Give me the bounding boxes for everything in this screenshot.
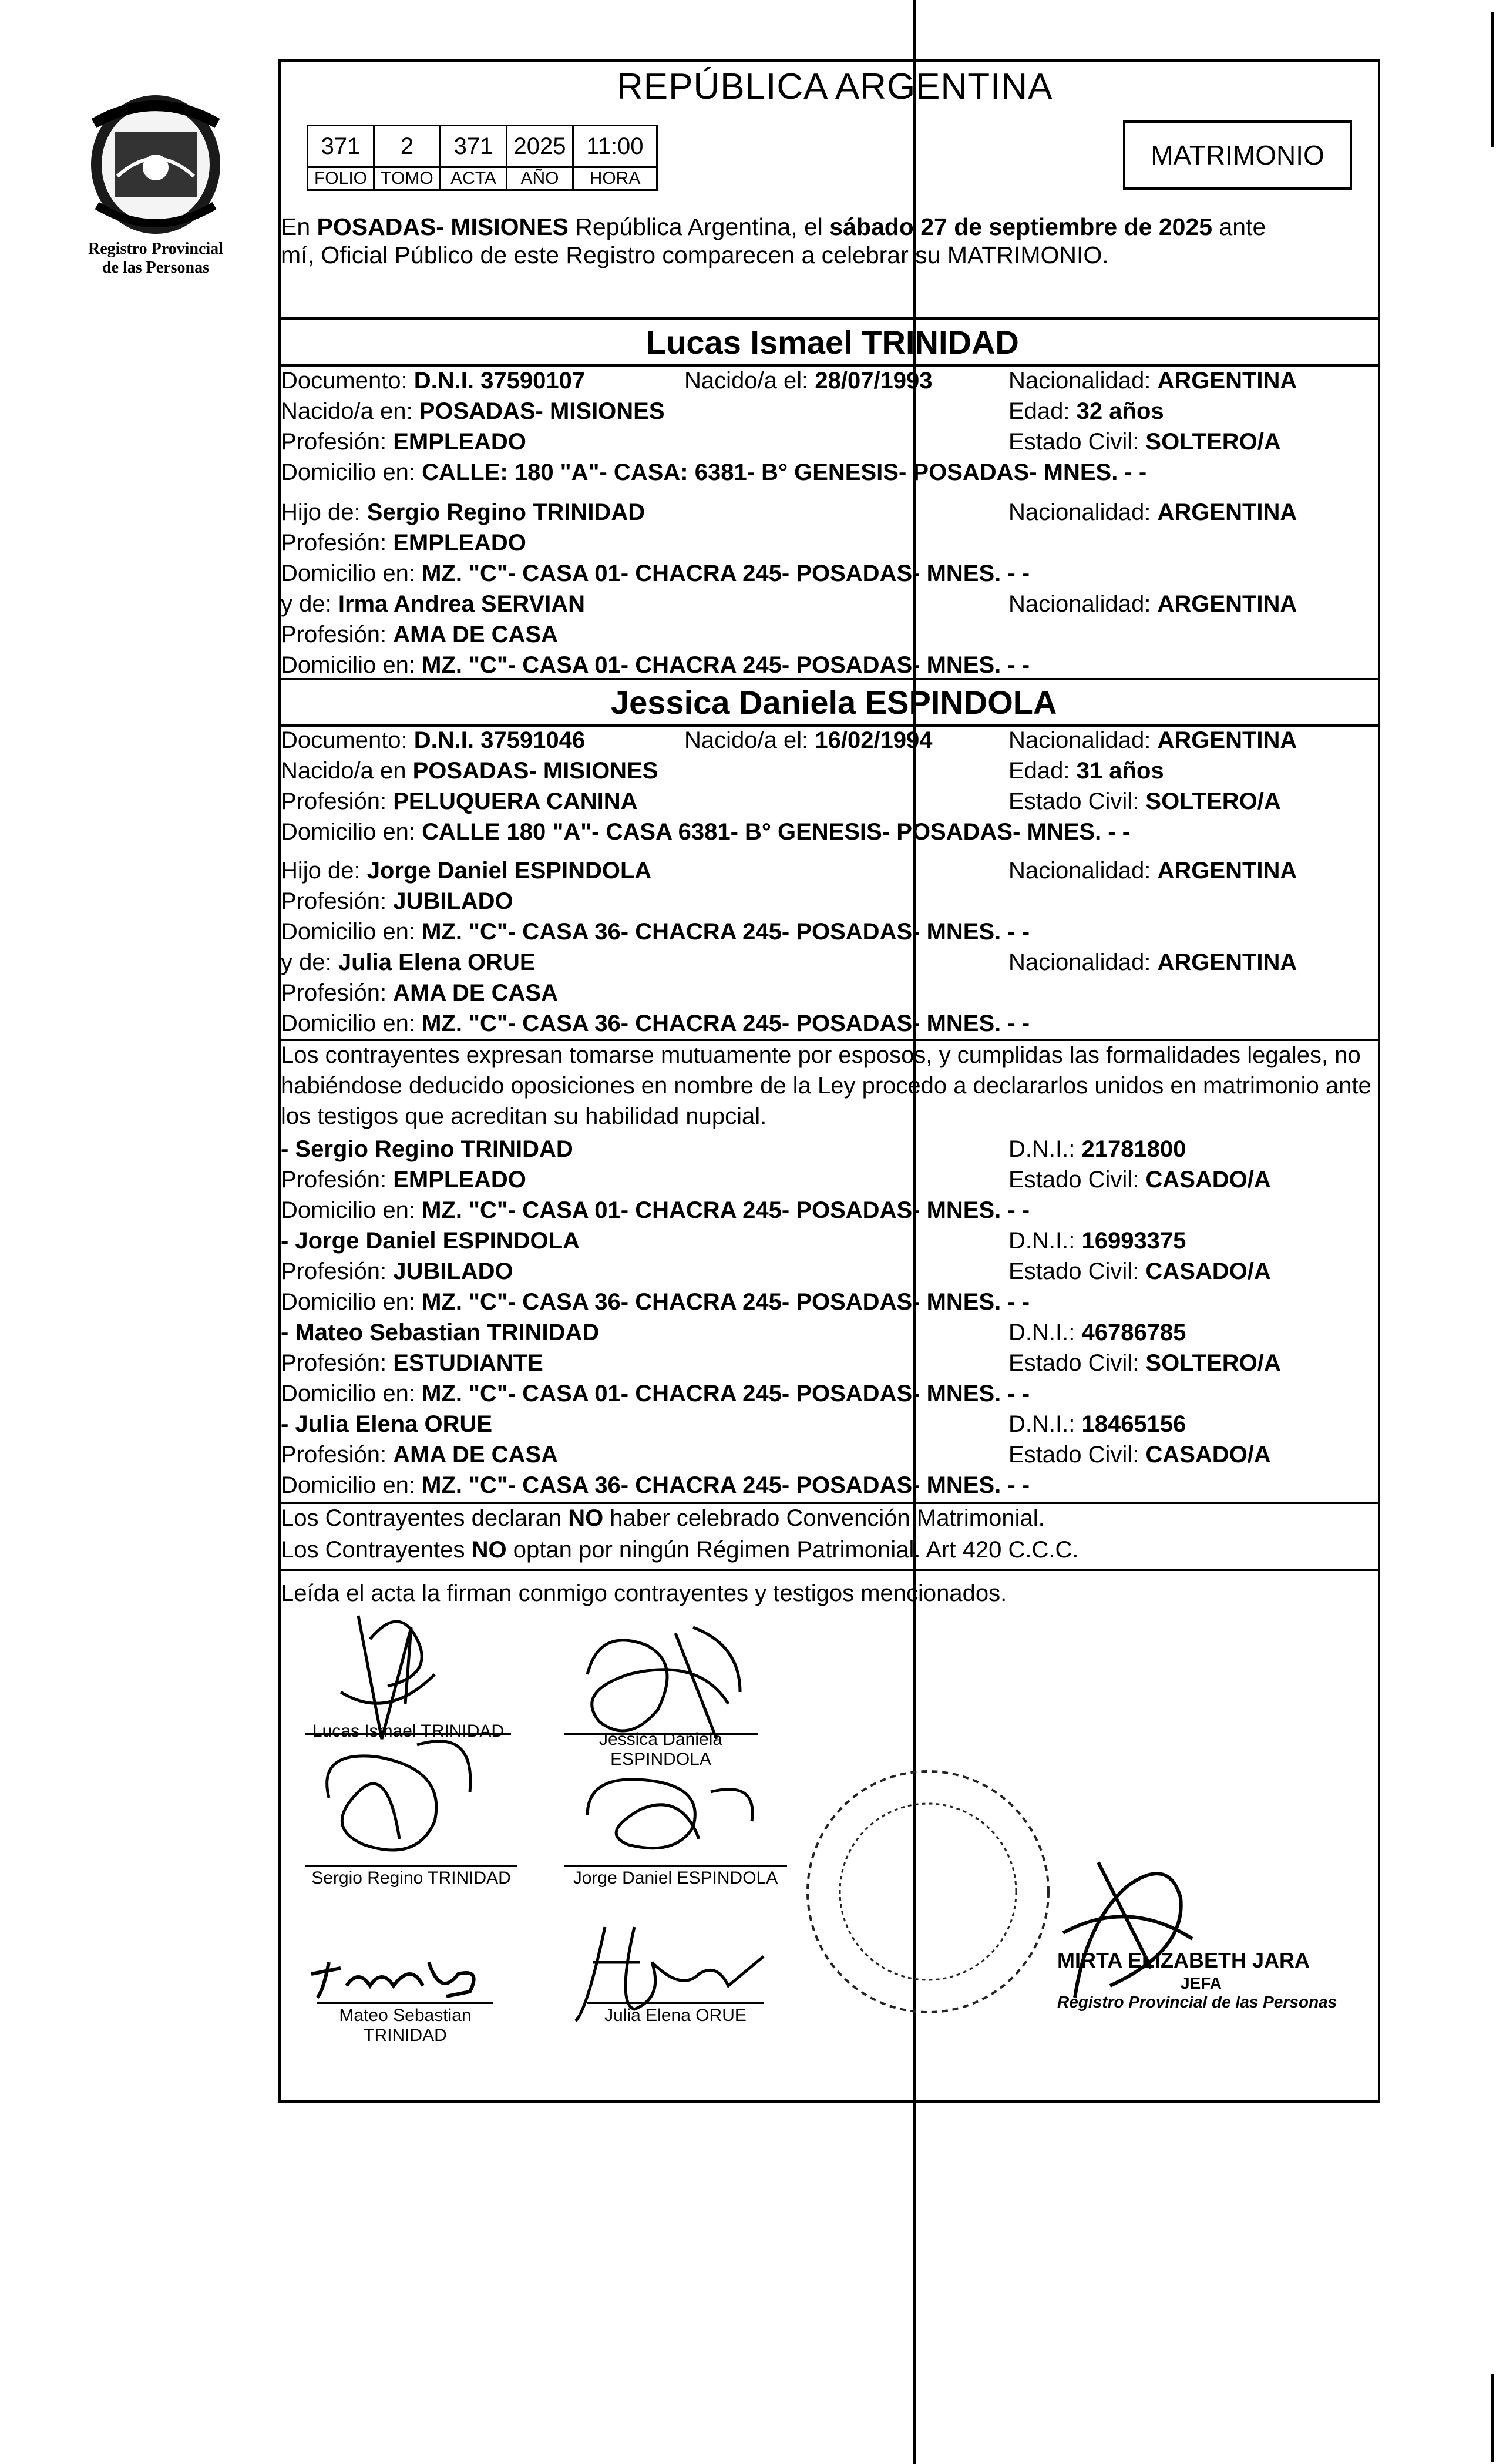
groom-address: Domicilio en: CALLE: 180 "A"- CASA: 6381- B° GENESIS- POSADAS- MNES. - - [281, 459, 1147, 485]
groom-birthplace: Nacido/a en: POSADAS- MISIONES [281, 398, 665, 424]
witness-3-civil-status: Estado Civil: SOLTERO/A [1008, 1350, 1281, 1376]
witness-4-civil-status: Estado Civil: CASADO/A [1008, 1442, 1271, 1468]
groom-document: Documento: D.N.I. 37590107 [281, 368, 586, 394]
margin-mark [1491, 2374, 1494, 2462]
groom-civil-status: Estado Civil: SOLTERO/A [1008, 429, 1281, 455]
bride-birthplace: Nacido/a en POSADAS- MISIONES [281, 758, 658, 784]
bride-father-nationality: Nacionalidad: ARGENTINA [1008, 858, 1297, 884]
declaration-line-3: los testigos que acreditan su habilidad nupcial. [281, 1103, 767, 1129]
tomo-label: TOMO [374, 167, 441, 190]
bride-signature-name: Jessica Daniela ESPINDOLA [598, 1730, 723, 1769]
page-title: REPÚBLICA ARGENTINA [617, 66, 1053, 107]
bride-mother: y de: Julia Elena ORUE [281, 949, 536, 975]
witness-1-signature-icon [305, 1727, 493, 1862]
declaration-line-1: Los contrayentes expresan tomarse mutuamente por esposos, y cumplidas las formalidades legales, no [281, 1042, 1361, 1068]
official-office: Registro Provincial de las Personas [1057, 1993, 1337, 2011]
divider [278, 678, 1380, 680]
witness-4-dni: D.N.I.: 18465156 [1008, 1411, 1186, 1437]
bride-father-address: Domicilio en: MZ. "C"- CASA 36- CHACRA 245- POSADAS- MNES. - - [281, 919, 1030, 945]
witness-2-civil-status: Estado Civil: CASADO/A [1008, 1258, 1271, 1284]
intro-line-1: En POSADAS- MISIONES República Argentina, el sábado 27 de septiembre de 2025 ante [281, 213, 1266, 240]
declaration-line-2: habiéndose deducido oposiciones en nombre de la Ley procedo a declararlos unidos en matrimonio ante [281, 1073, 1371, 1099]
groom-father-address: Domicilio en: MZ. "C"- CASA 01- CHACRA 245- POSADAS- MNES. - - [281, 560, 1030, 586]
tomo-value: 2 [374, 126, 441, 167]
groom-father: Hijo de: Sergio Regino TRINIDAD [281, 499, 645, 525]
bride-father: Hijo de: Jorge Daniel ESPINDOLA [281, 858, 652, 884]
groom-mother-profession: Profesión: AMA DE CASA [281, 622, 558, 647]
bride-mother-address: Domicilio en: MZ. "C"- CASA 36- CHACRA 245- POSADAS- MNES. - - [281, 1011, 1030, 1036]
acta-value: 371 [441, 126, 507, 167]
bride-age: Edad: 31 años [1008, 758, 1164, 784]
witness-3-signature-name: Mateo Sebastian TRINIDAD [339, 2006, 472, 2045]
bride-name: Jessica Daniela ESPINDOLA [611, 684, 1057, 721]
witness-1-signature-name: Sergio Regino TRINIDAD [311, 1868, 511, 1888]
witness-2-name: - Jorge Daniel ESPINDOLA [281, 1228, 580, 1254]
bride-document: Documento: D.N.I. 37591046 [281, 727, 586, 753]
witness-2-profession: Profesión: JUBILADO [281, 1258, 513, 1284]
acta-label: ACTA [441, 167, 507, 190]
bride-address: Domicilio en: CALLE 180 "A"- CASA 6381- B° GENESIS- POSADAS- MNES. - - [281, 819, 1131, 845]
witness-2-signature-name: Jorge Daniel ESPINDOLA [573, 1868, 778, 1888]
groom-nationality: Nacionalidad: ARGENTINA [1008, 368, 1297, 394]
reference-table [307, 125, 658, 191]
witness-3-name: - Mateo Sebastian TRINIDAD [281, 1320, 600, 1345]
hora-label: HORA [573, 167, 657, 190]
anio-label: AÑO [507, 167, 573, 190]
fold-line [913, 0, 916, 2464]
margin-mark [1491, 12, 1494, 147]
groom-profession: Profesión: EMPLEADO [281, 429, 526, 455]
signature-line [587, 2002, 764, 2004]
hora-value: 11:00 [573, 126, 657, 167]
bride-profession: Profesión: PELUQUERA CANINA [281, 788, 638, 814]
groom-father-profession: Profesión: EMPLEADO [281, 530, 526, 556]
witness-4-address: Domicilio en: MZ. "C"- CASA 36- CHACRA 245- POSADAS- MNES. - - [281, 1472, 1030, 1498]
bride-father-profession: Profesión: JUBILADO [281, 888, 513, 914]
witness-2-signature-icon [564, 1768, 764, 1862]
witness-1-name: - Sergio Regino TRINIDAD [281, 1136, 573, 1162]
groom-mother-address: Domicilio en: MZ. "C"- CASA 01- CHACRA 245- POSADAS- MNES. - - [281, 652, 1030, 678]
witness-2-dni: D.N.I.: 16993375 [1008, 1228, 1186, 1254]
official-stamp-icon [799, 1763, 1057, 2021]
witness-3-signature-icon [305, 1951, 493, 2003]
folio-value: 371 [308, 126, 374, 167]
closing-statement: Leída el acta la firman conmigo contrayentes y testigos mencionados. [281, 1580, 1007, 1606]
divider [278, 317, 1380, 320]
witness-1-profession: Profesión: EMPLEADO [281, 1167, 526, 1193]
witness-3-profession: Profesión: ESTUDIANTE [281, 1350, 543, 1376]
bride-mother-nationality: Nacionalidad: ARGENTINA [1008, 949, 1297, 975]
convention-statement: Los Contrayentes declaran NO haber celebrado Convención Matrimonial. [281, 1505, 1045, 1531]
folio-label: FOLIO [308, 167, 374, 190]
patrimonial-regime-statement: Los Contrayentes NO optan por ningún Régimen Patrimonial. Art 420 C.C.C. [281, 1537, 1079, 1563]
groom-age: Edad: 32 años [1008, 398, 1164, 424]
official-name: MIRTA ELIZABETH JARA [1057, 1948, 1310, 1972]
witness-3-dni: D.N.I.: 46786785 [1008, 1320, 1186, 1345]
witness-4-signature-name: Julia Elena ORUE [604, 2006, 747, 2025]
signature-line [317, 2002, 493, 2004]
groom-name: Lucas Ismael TRINIDAD [646, 324, 1019, 361]
record-type-box: MATRIMONIO [1123, 120, 1352, 190]
bride-civil-status: Estado Civil: SOLTERO/A [1008, 788, 1281, 814]
provincial-seal-icon [70, 88, 241, 235]
witness-1-civil-status: Estado Civil: CASADO/A [1008, 1167, 1271, 1193]
bride-nationality: Nacionalidad: ARGENTINA [1008, 727, 1297, 753]
registry-logo [70, 88, 241, 276]
bride-birthdate: Nacido/a el: 16/02/1994 [684, 727, 933, 753]
bride-mother-profession: Profesión: AMA DE CASA [281, 980, 558, 1006]
witness-4-profession: Profesión: AMA DE CASA [281, 1442, 558, 1468]
groom-father-nationality: Nacionalidad: ARGENTINA [1008, 499, 1297, 525]
witness-1-dni: D.N.I.: 21781800 [1008, 1136, 1186, 1162]
logo-caption: Registro Provincial de las Personas [88, 240, 223, 277]
witness-3-address: Domicilio en: MZ. "C"- CASA 01- CHACRA 245- POSADAS- MNES. - - [281, 1381, 1030, 1406]
signature-line [305, 1865, 517, 1867]
witness-4-name: - Julia Elena ORUE [281, 1411, 493, 1437]
groom-mother: y de: Irma Andrea SERVIAN [281, 591, 585, 617]
signature-line [564, 1865, 787, 1867]
official-title: JEFA [1181, 1974, 1222, 1992]
anio-value: 2025 [507, 126, 573, 167]
groom-mother-nationality: Nacionalidad: ARGENTINA [1008, 591, 1297, 617]
groom-birthdate: Nacido/a el: 28/07/1993 [684, 368, 933, 394]
intro-line-2: mí, Oficial Público de este Registro comparecen a celebrar su MATRIMONIO. [281, 241, 1109, 268]
witness-2-address: Domicilio en: MZ. "C"- CASA 36- CHACRA 245- POSADAS- MNES. - - [281, 1289, 1030, 1315]
divider [278, 1569, 1380, 1571]
groom-signature-name: Lucas Ismael TRINIDAD [312, 1721, 505, 1741]
witness-1-address: Domicilio en: MZ. "C"- CASA 01- CHACRA 245- POSADAS- MNES. - - [281, 1197, 1030, 1223]
